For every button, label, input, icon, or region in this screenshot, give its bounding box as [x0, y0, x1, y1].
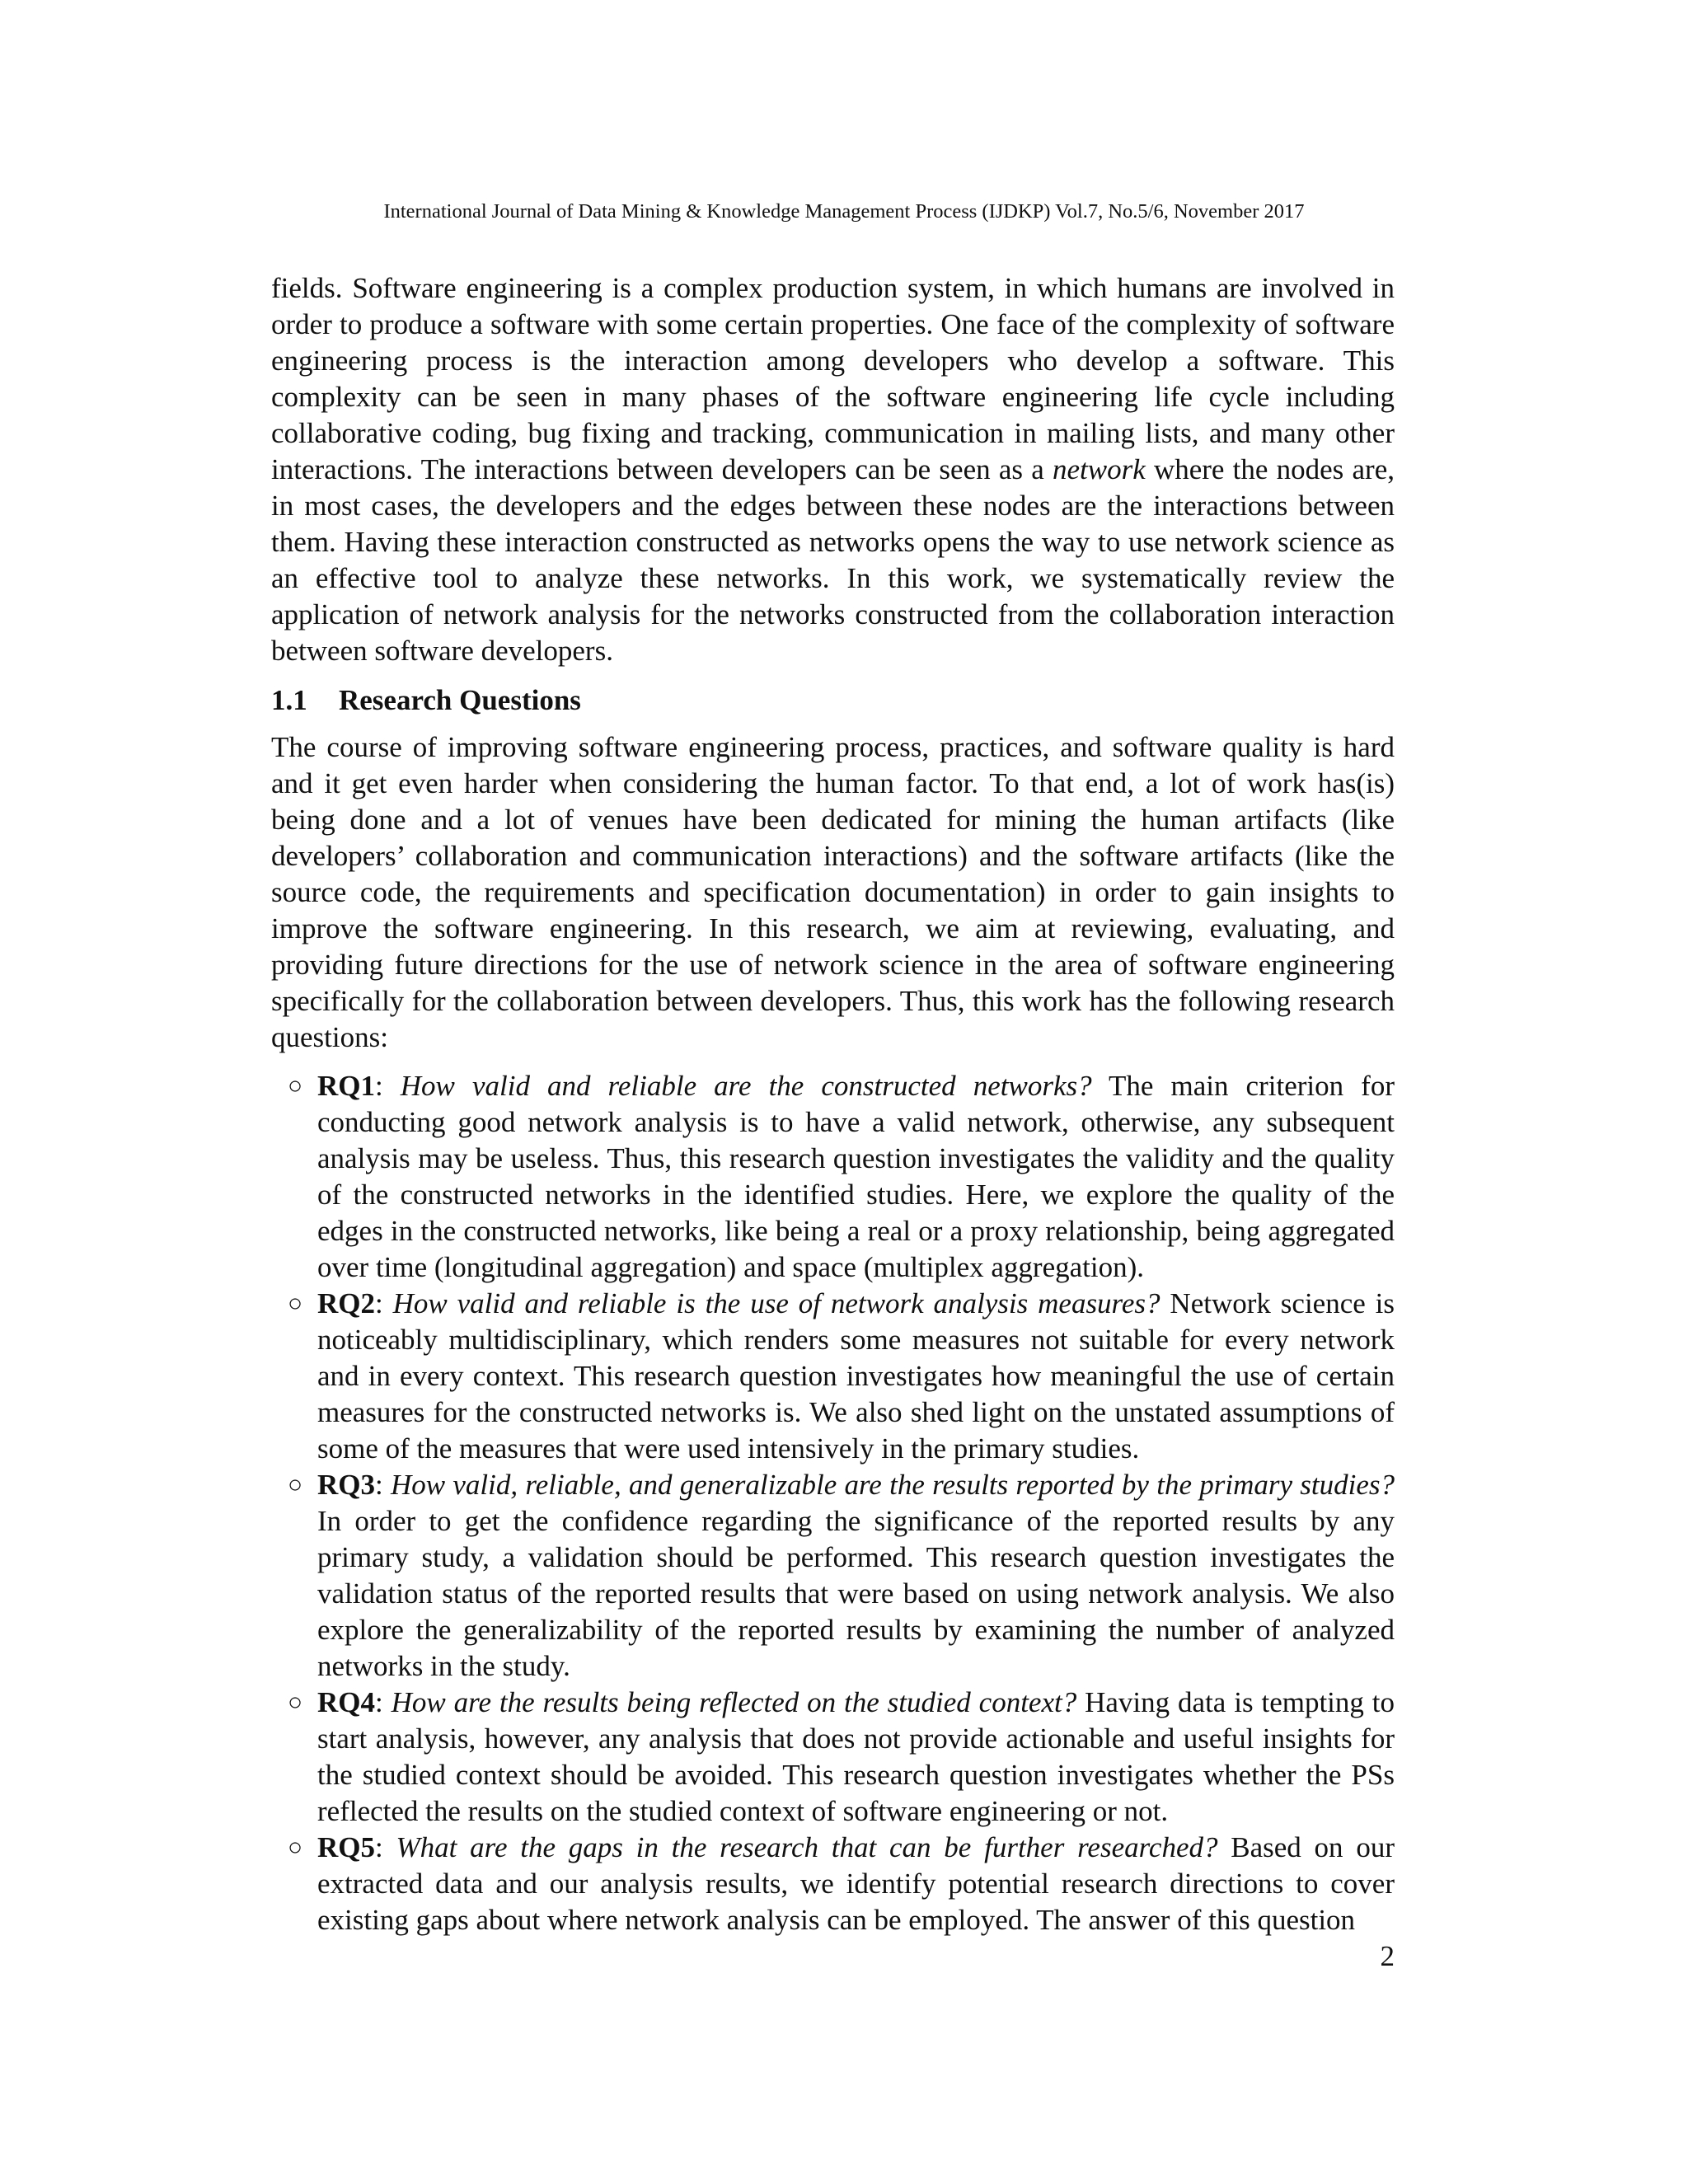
hollow-circle-bullet-icon: ○: [288, 1072, 303, 1099]
rq-separator: :: [375, 1070, 401, 1102]
rq-question: How valid, reliable, and generalizable are the results reported by the primary studies?: [391, 1469, 1395, 1501]
rq-label: RQ1: [317, 1070, 375, 1102]
rq-label: RQ4: [317, 1686, 375, 1718]
section-heading: [271, 682, 1395, 719]
rq-description: In order to get the confidence regarding the significance of the reported results by any primary study, a validation should be performed. This research question investigates the validation status of the reported results that were based on using network analysis. We also explore the generalizability of the reported results by examining the number of analyzed networks in the study.: [317, 1505, 1395, 1682]
rq-separator: :: [375, 1831, 396, 1863]
intro-text-part2: where the nodes are, in most cases, the developers and the edges between these nodes are the interactions between them. Having these interaction constructed as networks opens the way to use network science as an effective tool to analyze these networks. In this work, we systematically review the application of network analysis for the networks constructed from the collaboration interaction between software developers.: [271, 453, 1395, 667]
rq-item-4: [271, 1685, 1395, 1830]
hollow-circle-bullet-icon: ○: [288, 1834, 303, 1861]
research-question-list: [271, 1068, 1395, 1938]
rq-item-2: [271, 1286, 1395, 1467]
rq-description: Network science is noticeably multidisciplinary, which renders some measures not suitable for every network and in every context. This research question investigates how meaningful the use of certain measures for the constructed networks is. We also shed light on the unstated assumptions of some of the measures that were used intensively in the primary studies.: [317, 1287, 1395, 1465]
intro-emphasis: network: [1052, 453, 1146, 485]
rq-label: RQ2: [317, 1287, 375, 1319]
rq-question: How valid and reliable is the use of network analysis measures?: [392, 1287, 1160, 1319]
section-number: 1.1: [271, 684, 307, 716]
section-paragraph: The course of improving software engineering process, practices, and software quality is hard and it get even harder when considering the human factor. To that end, a lot of work has(is) being done and a lot of venues have been dedicated for mining the human artifacts (like developers’ collaboration and communication interactions) and the software artifacts (like the source code, the requirements and specification documentation) in order to gain insights to improve the software engineering. In this research, we aim at reviewing, evaluating, and providing future directions for the use of network science in the area of software engineering specifically for the collaboration between developers. Thus, this work has the following research questions:: [271, 731, 1395, 1053]
hollow-circle-bullet-icon: ○: [288, 1471, 303, 1498]
rq-separator: :: [375, 1469, 391, 1501]
rq-separator: :: [375, 1686, 392, 1718]
rq-item-1: [271, 1068, 1395, 1286]
rq-item-5: [271, 1830, 1395, 1938]
running-header: International Journal of Data Mining & Knowledge Management Process (IJDKP) Vol.7, No.5/6, November 2017: [383, 200, 1305, 223]
page-number: 2: [1380, 1940, 1395, 1972]
rq-question: How valid and reliable are the constructed networks?: [400, 1070, 1092, 1102]
rq-item-3: [271, 1467, 1395, 1685]
rq-description: Based on our extracted data and our analysis results, we identify potential research directions to cover existing gaps about where network analysis can be employed. The answer of this question: [317, 1831, 1395, 1936]
intro-text-part1: fields. Software engineering is a complex production system, in which humans are involved in order to produce a software with some certain properties. One face of the complexity of software engineering process is the interaction among developers who develop a software. This complexity can be seen in many phases of the software engineering life cycle including collaborative coding, bug fixing and tracking, communication in mailing lists, and many other interactions. The interactions between developers can be seen as a: [271, 272, 1395, 485]
intro-paragraph: [271, 270, 1395, 669]
rq-description: The main criterion for conducting good network analysis is to have a valid network, otherwise, any subsequent analysis may be useless. Thus, this research question investigates the validity and the quality of the constructed networks in the identified studies. Here, we explore the quality of the edges in the constructed networks, like being a real or a proxy relationship, being aggregated over time (longitudinal aggregation) and space (multiplex aggregation).: [317, 1070, 1395, 1283]
rq-label: RQ5: [317, 1831, 375, 1863]
rq-description: Having data is tempting to start analysis, however, any analysis that does not provide actionable and useful insights for the studied context should be avoided. This research question investigates whether the PSs reflected the results on the studied context of software engineering or not.: [317, 1686, 1395, 1827]
page-body: [271, 270, 1395, 1938]
rq-label: RQ3: [317, 1469, 375, 1501]
rq-separator: :: [375, 1287, 393, 1319]
rq-question: How are the results being reflected on the studied context?: [391, 1686, 1077, 1718]
rq-question: What are the gaps in the research that can be further researched?: [396, 1831, 1218, 1863]
section-title: Research Questions: [339, 684, 581, 716]
hollow-circle-bullet-icon: ○: [288, 1290, 303, 1317]
hollow-circle-bullet-icon: ○: [288, 1689, 303, 1716]
